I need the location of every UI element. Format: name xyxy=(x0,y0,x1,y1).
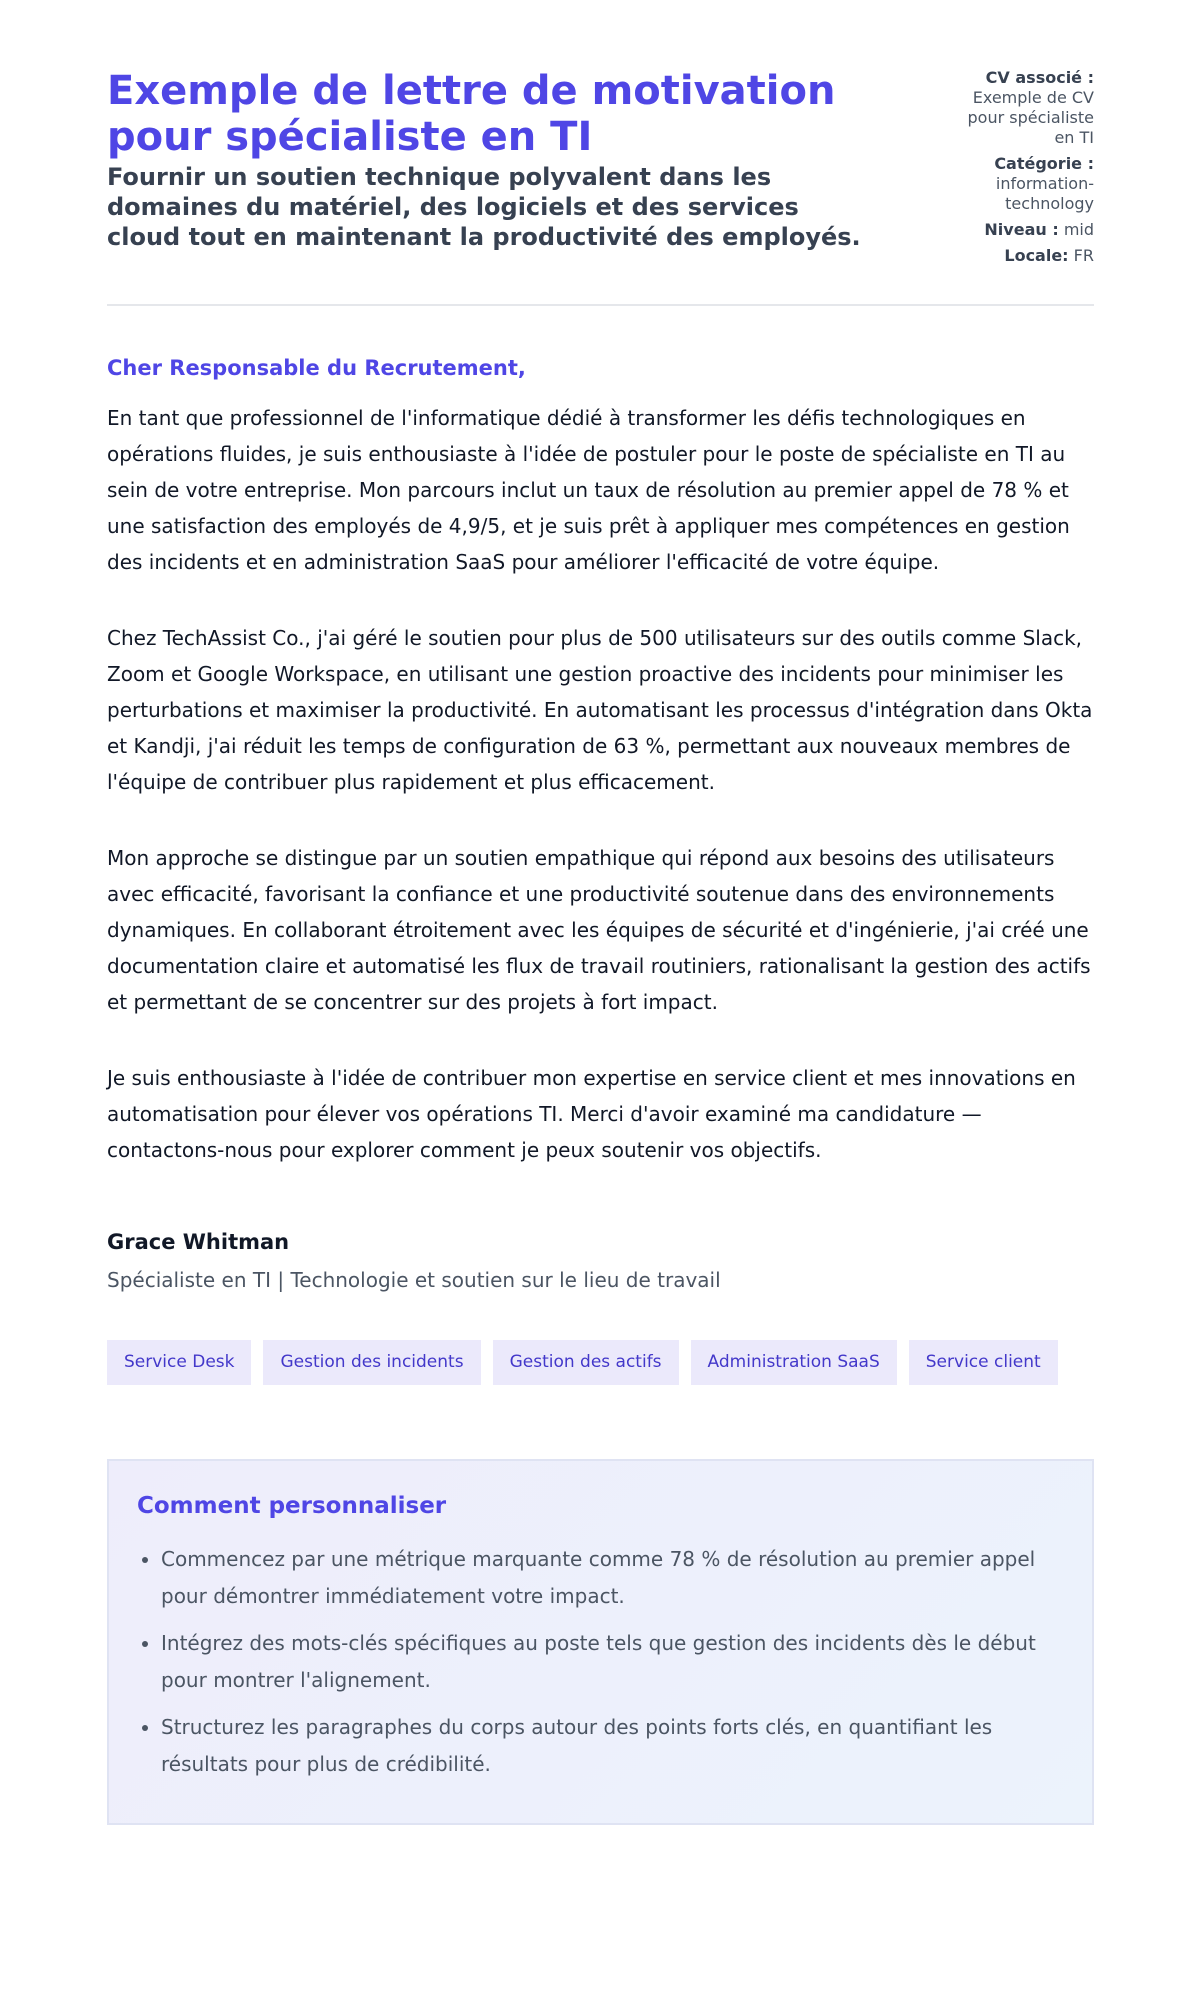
meta-cv-value[interactable]: Exemple de CV pour spécialiste en TI xyxy=(967,88,1094,147)
page-header xyxy=(107,68,1094,306)
meta-panel xyxy=(944,68,1094,272)
skill-tag: Administration SaaS xyxy=(691,1340,897,1385)
meta-level-value: mid xyxy=(1063,220,1094,239)
letter-paragraph: Chez TechAssist Co., j'ai géré le soutien pour plus de 500 utilisateurs sur des outils comme Slack, Zoom et Google Workspace, en utilisant une gestion proactive des incidents pour minimiser les perturbations et maximiser la productivité. En automatisant les processus d'intégration dans Okta et Kandji, j'ai réduit les temps de configuration de 63 %, permettant aux nouveaux membres de l'équipe de contribuer plus rapidement et plus efficacement. xyxy=(107,626,1093,794)
tips-title: Comment personnaliser xyxy=(137,1493,447,1519)
meta-category xyxy=(944,154,1094,214)
meta-level-label: Niveau : xyxy=(984,220,1059,239)
signature-title: Spécialiste en TI | Technologie et soutien sur le lieu de travail xyxy=(107,1268,721,1292)
skill-tags xyxy=(107,1340,1094,1385)
tips-list xyxy=(137,1541,1062,1783)
meta-locale xyxy=(944,246,1094,266)
signature-name: Grace Whitman xyxy=(107,1230,290,1254)
meta-category-label: Catégorie : xyxy=(994,154,1094,173)
skill-tag: Service Desk xyxy=(107,1340,251,1385)
tip-item: • Intégrez des mots-clés spécifiques au poste tels que gestion des incidents dès le début pour montrer l'alignement. xyxy=(161,1625,1062,1699)
tip-item: • Structurez les paragraphes du corps autour des points forts clés, en quantifiant les résultats pour plus de crédibilité. xyxy=(161,1709,1062,1783)
letter-paragraph: Mon approche se distingue par un soutien empathique qui répond aux besoins des utilisateurs avec efficacité, favorisant la confiance et une productivité soutenue dans des environnements dynamiques. En collaborant étroitement avec les équipes de sécurité et d'ingénierie, j'ai créé une documentation claire et automatisé les flux de travail routiniers, rationalisant la gestion des actifs et permettant de se concentrer sur des projets à fort impact. xyxy=(107,846,1091,1014)
meta-level xyxy=(944,220,1094,240)
header-titles xyxy=(107,68,867,252)
page-title: Exemple de lettre de motivation pour spécialiste en TI xyxy=(107,68,836,160)
meta-cv-label: CV associé : xyxy=(985,68,1094,87)
letter-paragraph: En tant que professionnel de l'informatique dédié à transformer les défis technologiques en opérations fluides, je suis enthousiaste à l'idée de postuler pour le poste de spécialiste en TI au sein de votre entreprise. Mon parcours inclut un taux de résolution au premier appel de 78 % et une satisfaction des employés de 4,9/5, et je suis prêt à appliquer mes compétences en gestion des incidents et en administration SaaS pour améliorer l'efficacité de votre équipe. xyxy=(107,406,1070,574)
meta-cv xyxy=(944,68,1094,148)
tip-item: • Commencez par une métrique marquante comme 78 % de résolution au premier appel pour démontrer immédiatement votre impact. xyxy=(161,1541,1062,1615)
greeting: Cher Responsable du Recrutement, xyxy=(107,356,526,380)
customization-tips xyxy=(107,1459,1094,1825)
letter-paragraph: Je suis enthousiaste à l'idée de contribuer mon expertise en service client et mes innovations en automatisation pour élever vos opérations TI. Merci d'avoir examiné ma candidature — contactons-nous pour explorer comment je peux soutenir vos objectifs. xyxy=(107,1066,1076,1162)
skill-tag: Service client xyxy=(909,1340,1058,1385)
letter-body xyxy=(107,356,1094,1292)
skill-tag: Gestion des incidents xyxy=(263,1340,480,1385)
meta-locale-label: Locale: xyxy=(1004,246,1069,265)
skill-tag: Gestion des actifs xyxy=(493,1340,679,1385)
meta-category-value: information-technology xyxy=(995,174,1094,213)
page-subtitle: Fournir un soutien technique polyvalent dans les domaines du matériel, des logiciels et des services cloud tout en maintenant la productivité des employés. xyxy=(107,163,861,251)
meta-locale-value: FR xyxy=(1073,246,1094,265)
